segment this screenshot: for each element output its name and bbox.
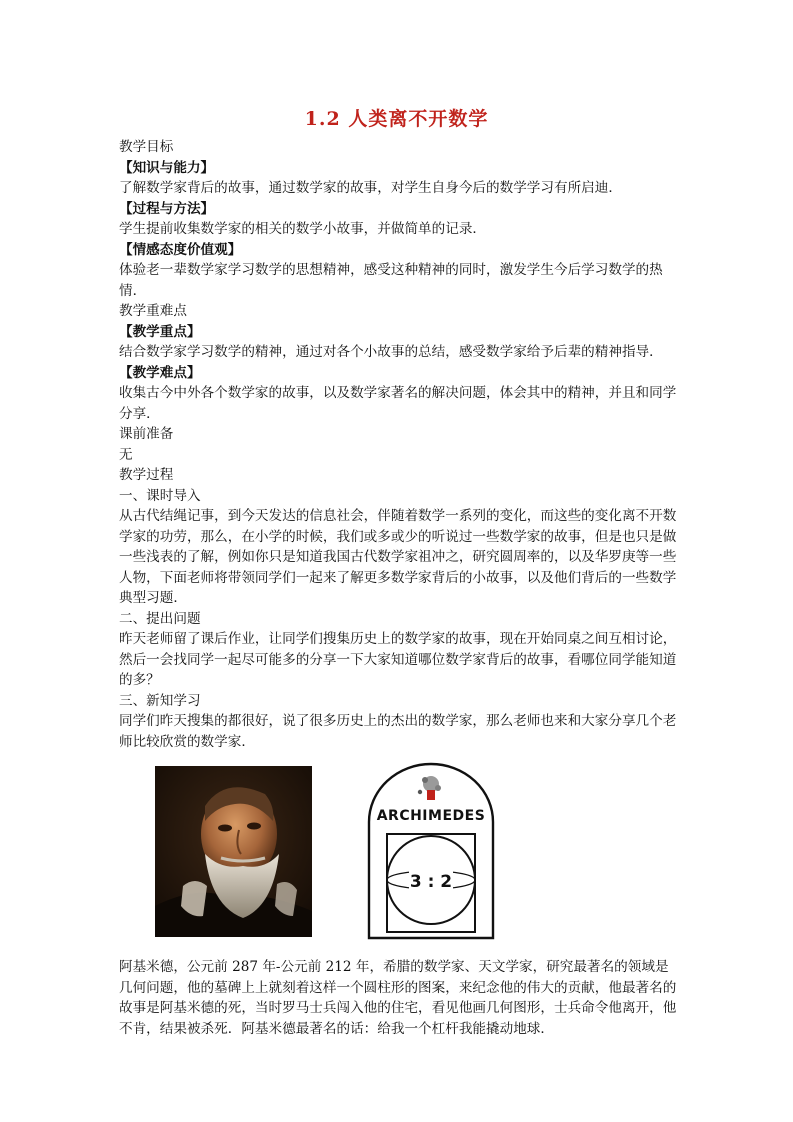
step2-heading: 二、提出问题 [119, 610, 201, 627]
knowledge-label: 【知识与能力】 [119, 159, 215, 176]
step2-text: 昨天老师留了课后作业，让同学们搜集历史上的数学家的故事，现在开始同桌之间互相讨论，然后一会找同学一起尽可能多的分享一下大家知道哪位数学家背后的故事，看哪位同学能知道的多？ [119, 631, 677, 688]
archimedes-tomb-illustration [365, 762, 497, 940]
svg-text:3 : 2: 3 : 2 [409, 872, 453, 892]
process-method-label: 【过程与方法】 [119, 200, 215, 217]
objectives-heading: 教学目标 [119, 139, 174, 155]
step3-text: 同学们昨天搜集的都很好，说了很多历史上的杰出的数学家，那么老师也来和大家分享几个老师比较欣赏的数学家． [119, 713, 677, 750]
key-point-text: 结合数学家学习数学的精神，通过对各个小故事的总结，感受数学家给予后辈的精神指导． [119, 344, 663, 360]
preparation-heading: 课前准备 [119, 426, 174, 442]
key-point-label: 【教学重点】 [119, 323, 201, 340]
difficult-point-text: 收集古今中外各个数学家的故事，以及数学家著名的解决问题，体会其中的精神，并且和同学分享． [119, 385, 677, 422]
document-body [119, 137, 679, 1039]
emotion-text: 体验老一辈数学家学习数学的思想精神，感受这种精神的同时，激发学生今后学习数学的热情． [119, 262, 663, 299]
step1-text: 从古代结绳记事，到今天发达的信息社会，伴随着数学一系列的变化，而这些的变化离不开数学家的功劳，那么，在小学的时候，我们或多或少的听说过一些数学家的故事，但是也只是做一些浅表的了解，例如你只是知道我国古代数学家祖冲之，研究圆周率的，以及华罗庚等一些人物，下面老师将带领同学们一起来了解更多数学家背后的小故事，以及他们背后的一些数学典型习题． [119, 508, 677, 606]
figures-row [119, 766, 679, 949]
archimedes-text: 阿基米德，公元前 287 年-公元前 212 年，希腊的数学家、天文学家，研究最著名的领域是几何问题，他的墓碑上上就刻着这样一个圆柱形的图案，来纪念他的伟大的贡献，他最著名的故事是阿基米德的死，当时罗马士兵闯入他的住宅，看见他画几何图形，士兵命令他离开，他不肯，结果被杀死．阿基米德最著名的话：给我一个杠杆我能撬动地球． [119, 959, 677, 1037]
preparation-text: 无 [119, 446, 133, 463]
process-method-text: 学生提前收集数学家的相关的数学小故事，并做简单的记录． [119, 221, 487, 237]
mathematician-portrait [155, 766, 312, 937]
archimedes-tomb [365, 762, 497, 940]
portrait-illustration [155, 766, 312, 937]
knowledge-text: 了解数学家背后的故事，通过数学家的故事，对学生自身今后的数学学习有所启迪． [119, 180, 622, 196]
step3-heading: 三、新知学习 [119, 692, 201, 709]
emotion-label: 【情感态度价值观】 [119, 241, 242, 258]
key-difficult-heading: 教学重难点 [119, 303, 187, 319]
teaching-process-heading: 教学过程 [119, 467, 174, 483]
difficult-point-label: 【教学难点】 [119, 364, 201, 381]
step1-heading: 一、课时导入 [119, 487, 201, 504]
page-title: 1.2 人类离不开数学 [304, 108, 489, 130]
svg-text:ARCHIMEDES: ARCHIMEDES [376, 808, 486, 824]
